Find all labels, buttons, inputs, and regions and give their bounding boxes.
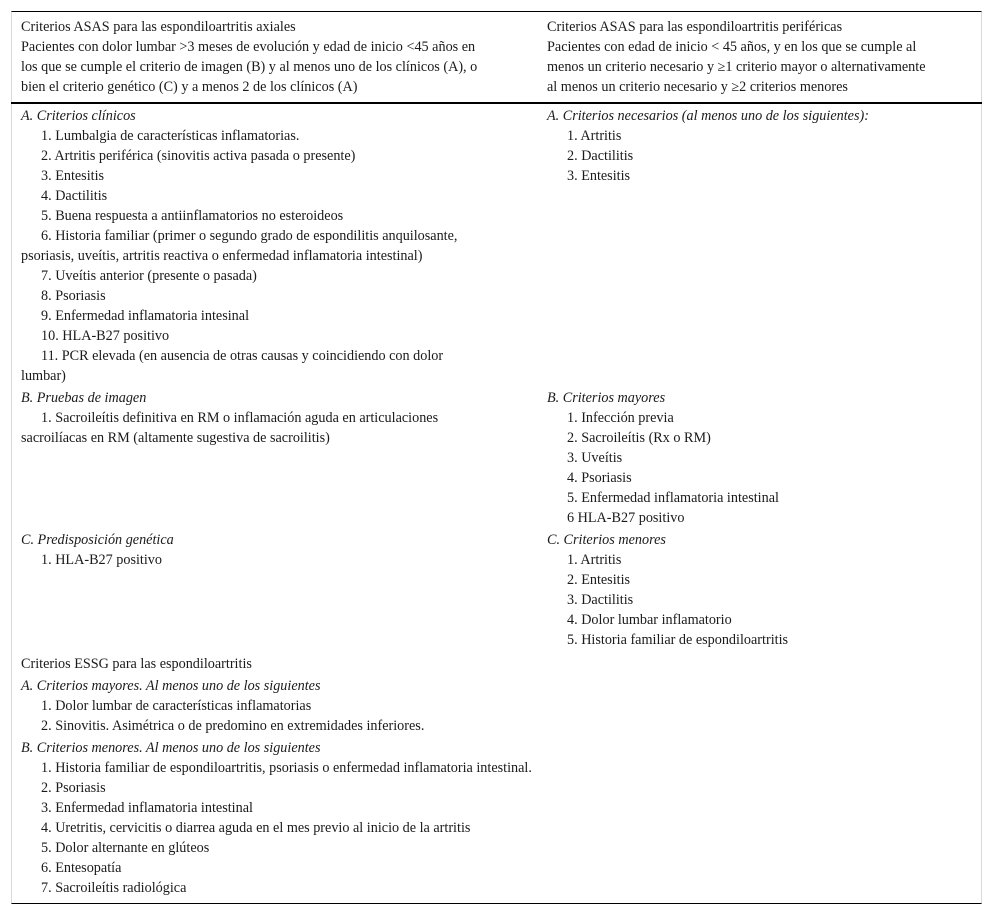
- greater-equal-symbol: ≥: [717, 59, 726, 75]
- section-title: A. Criterios clínicos: [21, 108, 136, 124]
- header-divider: [11, 102, 982, 104]
- axial-clinical-section: [21, 106, 536, 388]
- criterion-item: 1. Infección previa: [567, 410, 674, 426]
- criterion-item: 6. Entesopatía: [41, 860, 122, 876]
- peripheral-minor-section: [547, 530, 977, 652]
- header-axial: [21, 17, 536, 97]
- criterion-item: 11. PCR elevada (en ausencia de otras causas y coincidiendo con dolor: [41, 348, 444, 364]
- essg-title: Criterios ESSG para las espondiloartritis: [21, 656, 252, 672]
- criterion-item: 1. Artritis: [567, 552, 622, 568]
- section-title: C. Predisposición genética: [21, 532, 174, 548]
- criterion-item: 4. Dactilitis: [41, 188, 108, 204]
- criterion-item: 2. Psoriasis: [41, 780, 106, 796]
- section-title: A. Criterios necesarios (al menos uno de los siguientes):: [547, 108, 869, 124]
- section-title: A. Criterios mayores. Al menos uno de los siguientes: [21, 678, 321, 694]
- criterion-item: 7. Uveítis anterior (presente o pasada): [41, 268, 257, 284]
- section-title: C. Criterios menores: [547, 532, 666, 548]
- criterion-item: 6 HLA-B27 positivo: [567, 510, 685, 526]
- header-peripheral-desc-line: [547, 77, 977, 97]
- criterion-item: 1. HLA-B27 positivo: [41, 552, 162, 568]
- criterion-item: 1. Artritis: [567, 128, 622, 144]
- criterion-item: 1. Dolor lumbar de características inflamatorias: [41, 698, 312, 714]
- criterion-item: 3. Entesitis: [567, 168, 631, 184]
- axial-genetic-section: [21, 530, 536, 572]
- criterion-item: 3. Uveítis: [567, 450, 623, 466]
- criterion-item: 7. Sacroileítis radiológica: [41, 880, 187, 896]
- criterion-item: 1. Lumbalgia de características inflamatorias.: [41, 128, 300, 144]
- essg-section: [21, 654, 961, 900]
- criterion-item: 2. Sacroileítis (Rx o RM): [567, 430, 711, 446]
- criterion-item: 6. Historia familiar (primer o segundo grado de espondilitis anquilosante,: [41, 228, 458, 244]
- peripheral-major-section: [547, 388, 977, 530]
- header-axial-desc-line: los que se cumple el criterio de imagen (B) y al menos uno de los clínicos (A), o: [21, 59, 478, 75]
- criterion-item: 4. Psoriasis: [567, 470, 632, 486]
- header-peripheral-desc-line: [547, 57, 977, 77]
- criterion-item-continuation: lumbar): [21, 368, 66, 384]
- desc-text: 1 criterio mayor o alternativamente: [725, 59, 926, 75]
- header-axial-desc-line: bien el criterio genético (C) y a menos 2 de los clínicos (A): [21, 79, 358, 95]
- header-axial-desc-line: Pacientes con dolor lumbar >3 meses de evolución y edad de inicio <45 años en: [21, 39, 476, 55]
- criterion-item: 4. Dolor lumbar inflamatorio: [567, 612, 732, 628]
- criterion-item: 2. Entesitis: [567, 572, 631, 588]
- criterion-item: 5. Enfermedad inflamatoria intestinal: [567, 490, 779, 506]
- criterion-item: 2. Artritis periférica (sinovitis activa pasada o presente): [41, 148, 356, 164]
- desc-text: 2 criterios menores: [739, 79, 848, 95]
- header-peripheral: [547, 17, 977, 97]
- desc-text: menos un criterio necesario y: [547, 59, 718, 75]
- criterion-item: 5. Historia familiar de espondiloartritis: [567, 632, 789, 648]
- criterion-item: 5. Dolor alternante en glúteos: [41, 840, 210, 856]
- section-title: B. Pruebas de imagen: [21, 390, 147, 406]
- essg-minor-section: [21, 738, 961, 900]
- criterion-item: 3. Entesitis: [41, 168, 105, 184]
- criterion-item: 2. Sinovitis. Asimétrica o de predomino en extremidades inferiores.: [41, 718, 425, 734]
- criterion-item: 8. Psoriasis: [41, 288, 106, 304]
- header-peripheral-desc-line: Pacientes con edad de inicio < 45 años, y en los que se cumple al: [547, 39, 917, 55]
- essg-major-section: [21, 676, 961, 738]
- criterion-item: 2. Dactilitis: [567, 148, 634, 164]
- desc-text: al menos un criterio necesario y: [547, 79, 732, 95]
- axial-imaging-section: [21, 388, 536, 450]
- criterion-item: 1. Historia familiar de espondiloartritis, psoriasis o enfermedad inflamatoria intestinal.: [41, 760, 532, 776]
- section-title: B. Criterios menores. Al menos uno de los siguientes: [21, 740, 321, 756]
- criteria-table: [11, 11, 982, 904]
- peripheral-necessary-section: [547, 106, 977, 188]
- criterion-item-continuation: sacroilíacas en RM (altamente sugestiva de sacroilitis): [21, 430, 330, 446]
- criterion-item: 10. HLA-B27 positivo: [41, 328, 170, 344]
- criterion-item: 9. Enfermedad inflamatoria intesinal: [41, 308, 250, 324]
- criterion-item: 4. Uretritis, cervicitis o diarrea aguda en el mes previo al inicio de la artritis: [41, 820, 471, 836]
- section-title: B. Criterios mayores: [547, 390, 666, 406]
- criterion-item: 1. Sacroileítis definitiva en RM o inflamación aguda en articulaciones: [41, 410, 439, 426]
- criterion-item-continuation: psoriasis, uveítis, artritis reactiva o enfermedad inflamatoria intestinal): [21, 248, 423, 264]
- criterion-item: 3. Dactilitis: [567, 592, 634, 608]
- header-axial-title: Criterios ASAS para las espondiloartritis axiales: [21, 19, 296, 35]
- criterion-item: 5. Buena respuesta a antiinflamatorios no esteroideos: [41, 208, 344, 224]
- greater-equal-symbol: ≥: [731, 79, 740, 95]
- header-peripheral-title: Criterios ASAS para las espondiloartritis periféricas: [547, 19, 843, 35]
- criterion-item: 3. Enfermedad inflamatoria intestinal: [41, 800, 253, 816]
